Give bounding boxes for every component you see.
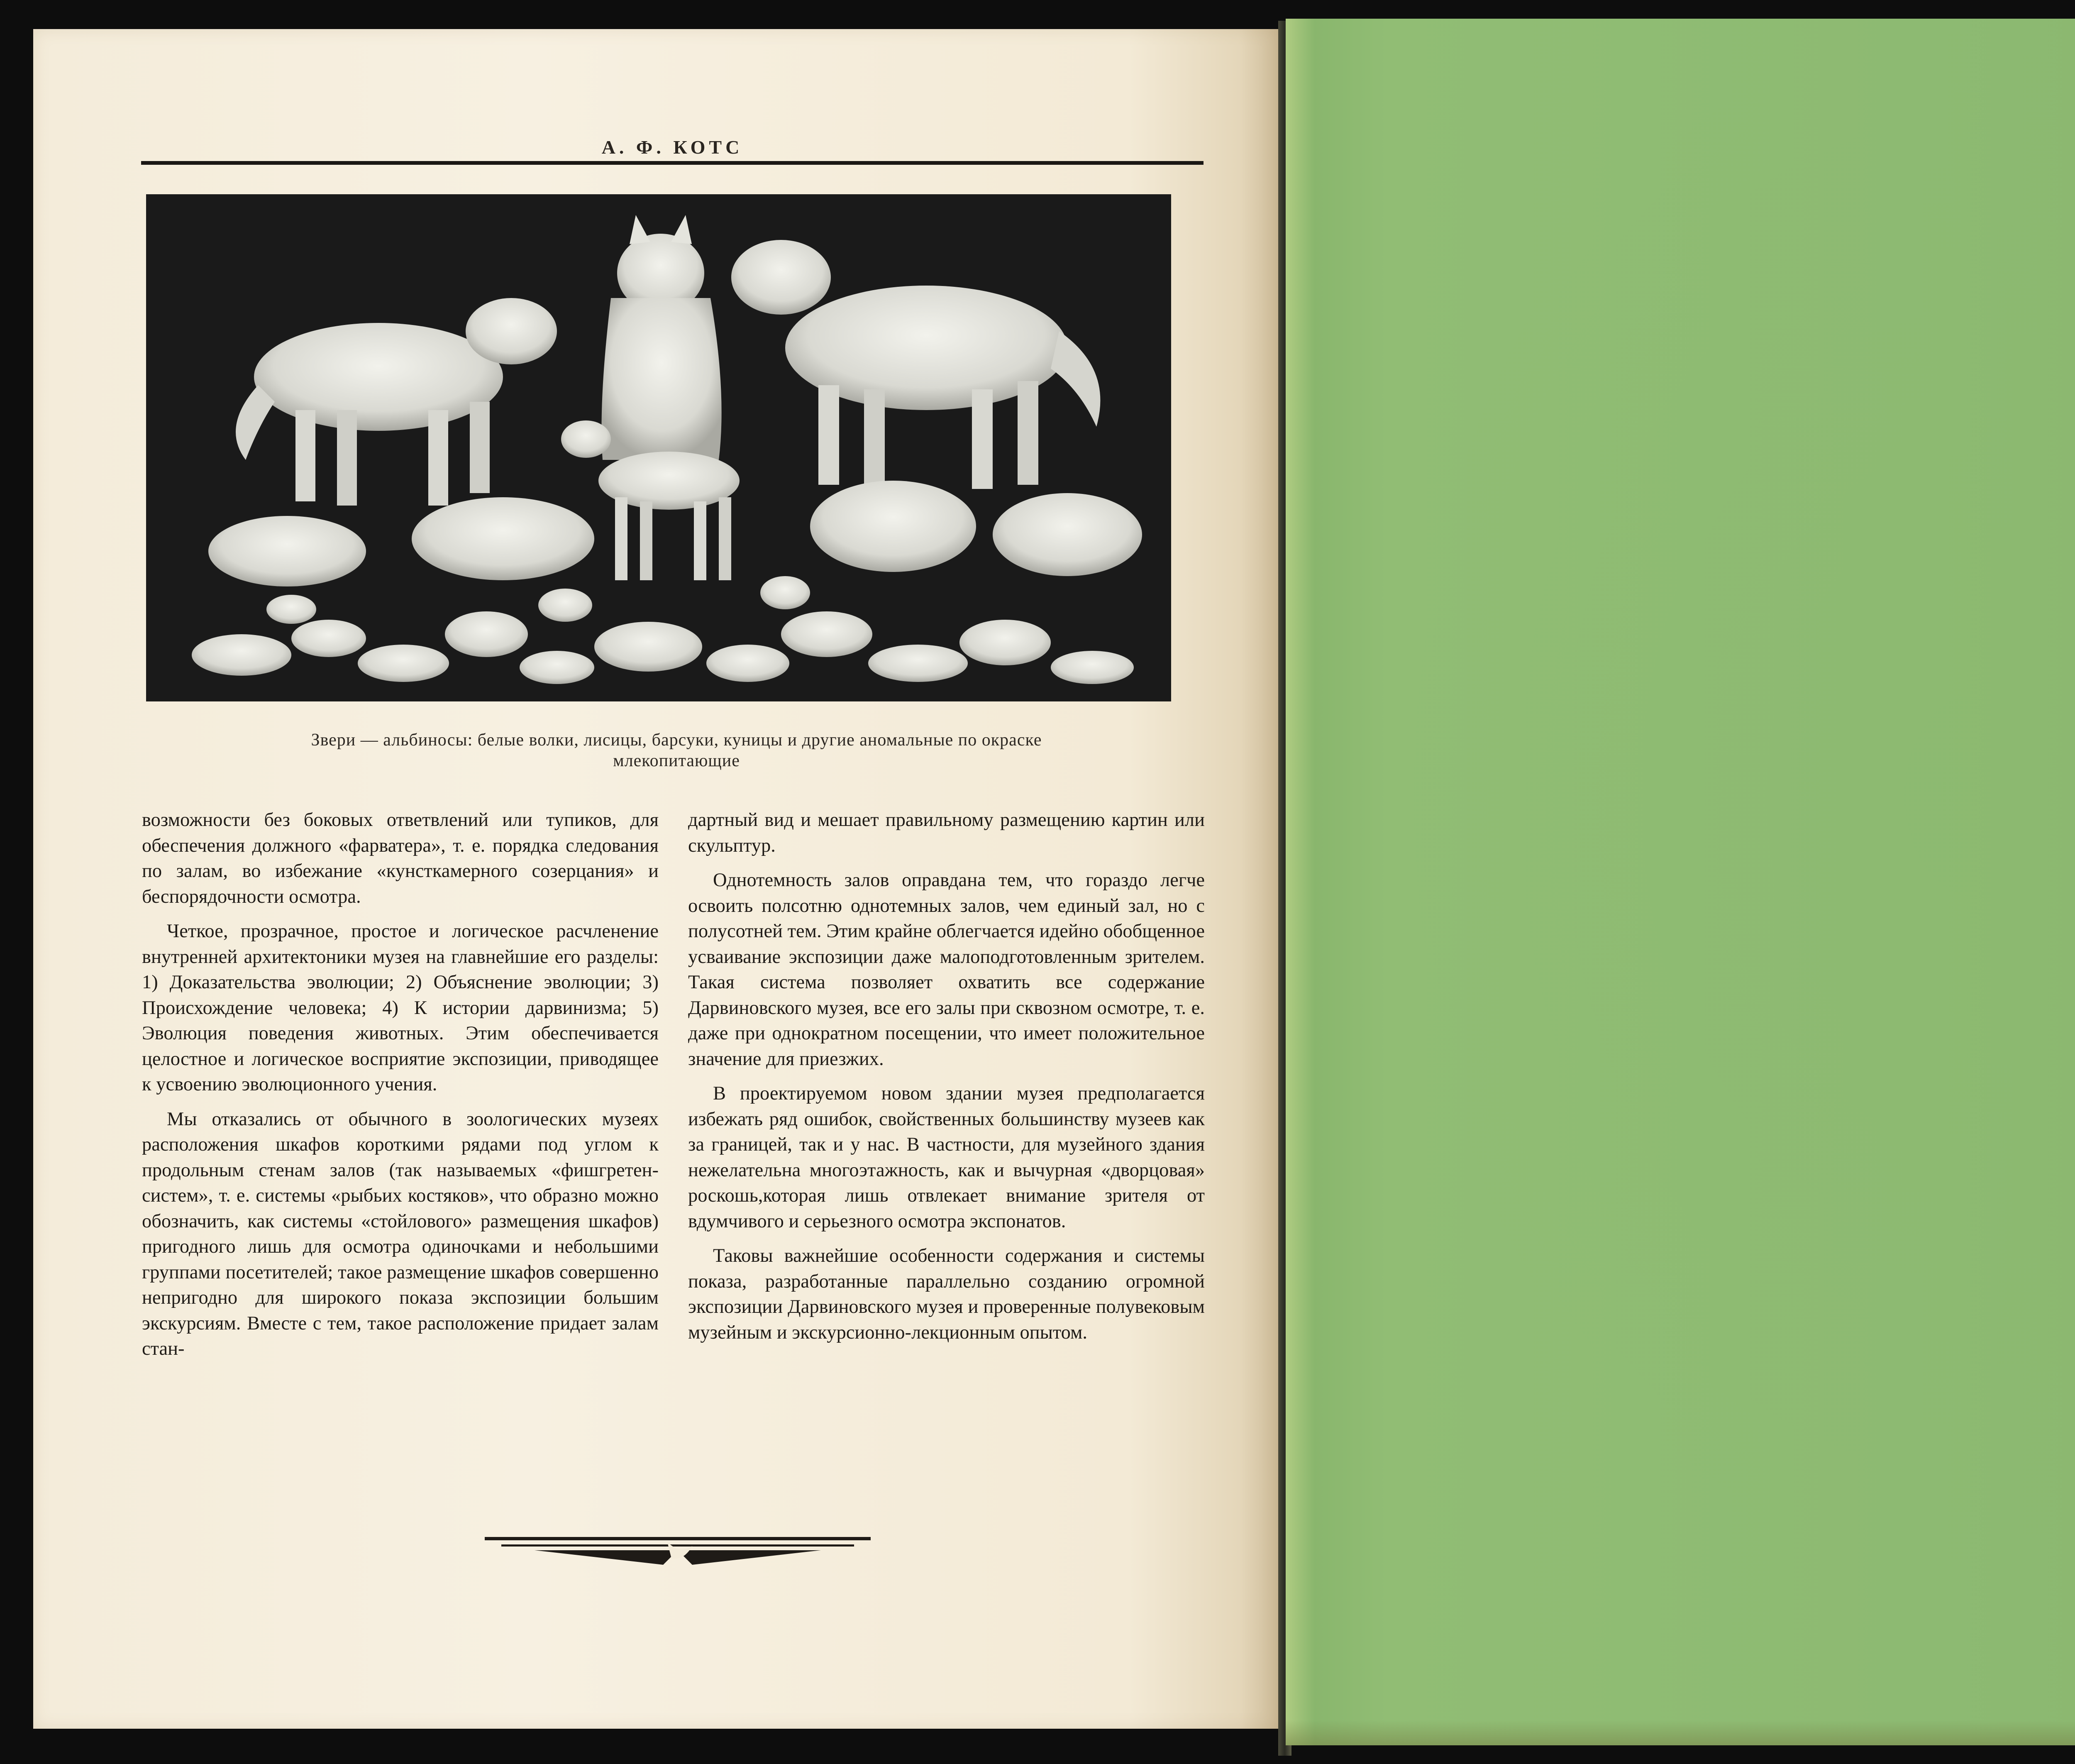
photo-caption-line-2: млекопитающие [613, 751, 740, 770]
green-cover-page [1286, 19, 2075, 1745]
header-rule [141, 161, 1204, 165]
text-column-right [688, 807, 1205, 1345]
paragraph: возможности без боковых ответвлений или тупиков, для обеспечения должного «фарватера», т. е. порядка следования по залам, во избежание «кунсткамерного созерцания» и беспорядочности осмотра. [142, 809, 659, 907]
paragraph: Мы отказались от обычного в зоологических музеях расположения шкафов короткими рядами под углом к продольным стенам залов (так называемых «фишгретен-систем», т. е. системы «рыбьих костяков», что образно можно обозначить, как системы «стойлового» размещения шкафов) пригодного лишь для осмотра одиночками и небольшими группами посетителей; такое размещение шкафов совершенно непригодно для широкого показа экспозиции большим экскурсиям. Вместе с тем, такое расположение придает залам стан- [142, 1108, 659, 1359]
paragraph: В проектируемом новом здании музея предполагается избежать ряд ошибок, свойственных большинству музеев как за границей, так и у нас. В частности, для музейного здания нежелательна многоэтажность, как и вычурная «дворцовая» роскошь,которая лишь отвлекает внимание зрителя от вдумчивого и серьезного осмотра экспонатов. [688, 1083, 1205, 1232]
photo-caption-line-1: Звери — альбиносы: белые волки, лисицы, барсуки, куницы и другие аномальные по окраске [311, 731, 1042, 750]
cover-edge-shading [1286, 19, 1315, 1745]
albino-animals-photo [146, 194, 1171, 701]
ornament-rule-icon [485, 1529, 871, 1567]
albino-animals-illustration [146, 194, 1171, 701]
running-head: А. Ф. КОТС [601, 137, 743, 158]
photo-caption [141, 730, 1212, 771]
left-page [33, 29, 1278, 1729]
paragraph: Таковы важнейшие особенности содержания и системы показа, разработанные параллельно созданию огромной экспозиции Дарвиновского музея и проверенные полувековым музейным и экскурсионно-лекционным опытом. [688, 1245, 1205, 1343]
cover-bottom-shading [1286, 1720, 2075, 1745]
paragraph: Четкое, прозрачное, простое и логическое расчленение внутренней архитектоники музея на главнейшие его разделы: 1) Доказательства эволюции; 2) Объяснение эволюции; 3) Происхождение человека; 4) К истории дарвинизма; 5) Эволюция поведения животных. Этим обеспечивается целостное и логическое восприятие экспозиции, приводящее к усвоению эволюционного учения. [142, 921, 659, 1095]
paragraph: дартный вид и мешает правильному размещению картин или скульптур. [688, 809, 1205, 856]
paragraph: Однотемность залов оправдана тем, что гораздо легче освоить полсотню однотемных залов, чем единый зал, но с полусотней тем. Этим крайне облегчается идейно обобщенное усваивание экспозиции даже малоподготовленным зрителем. Такая система позволяет охватить все содержание Дарвиновского музея, все его залы при сквозном осмотре, т. е. даже при однократном посещении, что имеет положительное значение для приезжих. [688, 870, 1205, 1070]
text-column-left [142, 807, 659, 1362]
end-ornament [485, 1529, 871, 1567]
